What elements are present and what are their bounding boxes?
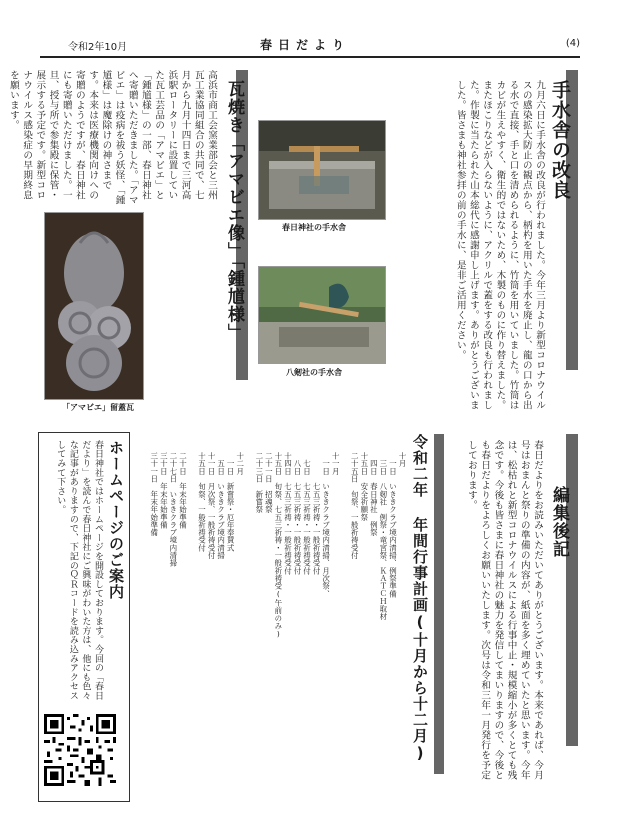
section-bar — [434, 434, 444, 774]
homepage-body: 春日神社ではホームページを開設しております。今回の「春日だより」を読んで春日神社にご興味がわいた方は、他にも色々な記事がありますので、下記のＱＲコードを読み込みアクセスしてみて下さい。 — [55, 440, 103, 701]
schedule-line: 二十三日 新嘗祭 — [254, 452, 264, 514]
schedule-line: 十一日 月次祭、一般祈祷受付 — [207, 452, 217, 560]
issue-date: 令和2年10月 — [68, 42, 128, 53]
photo1-caption: 春日神社の手水舎 — [282, 223, 346, 232]
page-number: (4) — [565, 38, 580, 49]
editor-body: 春日だよりをお読みいただいてありがとうございます。本来であれば、今月号はおまんと祭りの準備の内容が、紙面を多く埋めていたと思います。今年は、松枯れと新型コロナウイルスによる行事中止・規模縮小が多くとても残念です。今後も皆さまに春日神社の魅力を発信してまいりますので、今後とも春日だよりをよろしくお願いいたします。次号は令和三年一月発行を予定しております。 — [465, 440, 543, 780]
page-header — [40, 36, 580, 58]
schedule-line: 二十七日 いききクラブ境内清掃 — [168, 452, 178, 567]
schedule-line: 一日 いききクラブ境内清掃、例祭準備 — [388, 452, 398, 598]
schedule-line: 二十五日 旬祭、一般祈祷受付 — [350, 452, 360, 560]
schedule-line: 三日 八剱社 例祭・竜宮祭、ＫＡＴＣＨ取材 — [378, 452, 388, 621]
photo-yatsurugi-temizuya — [258, 266, 386, 364]
amabie-title: 瓦焼き「アマビエ像」「鍾馗様」 — [224, 80, 244, 342]
schedule-line: 八日 七五三祈祷・一般祈祷受付 — [292, 452, 302, 575]
schedule-title: 令和二年 年間行事計画(十月から十二月) — [411, 434, 429, 763]
temizuya-title: 手水舎の改良 — [549, 80, 571, 200]
schedule-line: 二十一日 招魂祭 — [264, 452, 274, 514]
schedule-line: 一日 新嘗祭・厄年奉賛式 — [226, 452, 236, 552]
schedule-line: 十月 — [398, 452, 407, 468]
homepage-title: ホームページのご案内 — [107, 440, 125, 600]
photo-kasuga-temizuya — [258, 120, 386, 220]
photo2-caption: 八剱社の手水舎 — [286, 368, 342, 377]
qr-code-icon[interactable] — [44, 714, 116, 786]
schedule-line: 十五日 安全祈願祭 — [359, 452, 369, 521]
amabie-body: 高浜市商工会窯業部会と三州瓦工業協同組合の共同で、七月から九月十四日まで三河高浜駅ロータリーに設置していた瓦工芸品の「アマビエ」と「鍾馗様」の一部、春日神社へ寄贈いただきました。「アマビエ」は疫病を祓う妖怪、「鍾馗様」は魔除けの神さまです。本来は医療機関向けへの寄贈のようですが、春日神社にも寄贈いただけました。一旦、授与所で参集殿に保管・展示する予定です。新型コロナウイルス感染症の早期終息を願います。 — [7, 70, 217, 206]
editor-title: 編集後記 — [549, 486, 569, 558]
schedule-line: 一日 いききクラブ境内清掃、月次祭、 — [321, 452, 331, 598]
amabie-photo-caption: 「アマビエ」留蓋瓦 — [62, 403, 134, 412]
schedule-line: 四日 春日神社 例祭 — [369, 452, 379, 537]
schedule-line: 十五日 旬祭、一般祈祷受付 — [197, 452, 207, 552]
newsletter-title: 春日だより — [260, 38, 351, 52]
schedule-line: 五日 いききクラブ境内清掃 — [216, 452, 226, 560]
schedule-line: 三十日 年末年始準備 — [159, 452, 169, 529]
schedule-line: 七日 七五三祈祷・一般祈祷受付 — [302, 452, 312, 575]
schedule-line: 三十一日 年末年始準備 — [149, 452, 159, 537]
schedule-line: 七五三祈祷・一般祈祷受付 — [312, 452, 322, 575]
schedule-line: 二十日 年末年始準備 — [178, 452, 188, 529]
temizuya-body: 九月六日に手水舎の改良が行われました。今年三月より新型コロナウイルスの感染拡大防止の観点から、柄杓を用いた手水を廃止し、龍の口から出る水で直接、手と口を清められるように、竹筒を用いていました。竹筒はカビが生えやすく、衛生的ではないため、木製のものに作り替えました。またほこりなどが入らないように、アクリルで蓋をする改良も行われました。作製に当たられた山本総代に感謝申し上げます。ありがとうございました。皆さまも神社参拝の前の手水に、是非ご活用ください。 — [454, 80, 545, 410]
schedule-line: 十五日 旬祭、七五三祈祷・一般祈祷受(午前のみ) — [273, 452, 283, 639]
section-bar — [566, 434, 578, 746]
schedule-line: 十四日 七五三祈祷・一般祈祷受付 — [283, 452, 293, 575]
schedule-list — [150, 452, 408, 742]
photo-amabie — [44, 212, 144, 400]
schedule-line: 十一月 — [331, 452, 341, 475]
schedule-line: 十二月 — [235, 452, 245, 475]
